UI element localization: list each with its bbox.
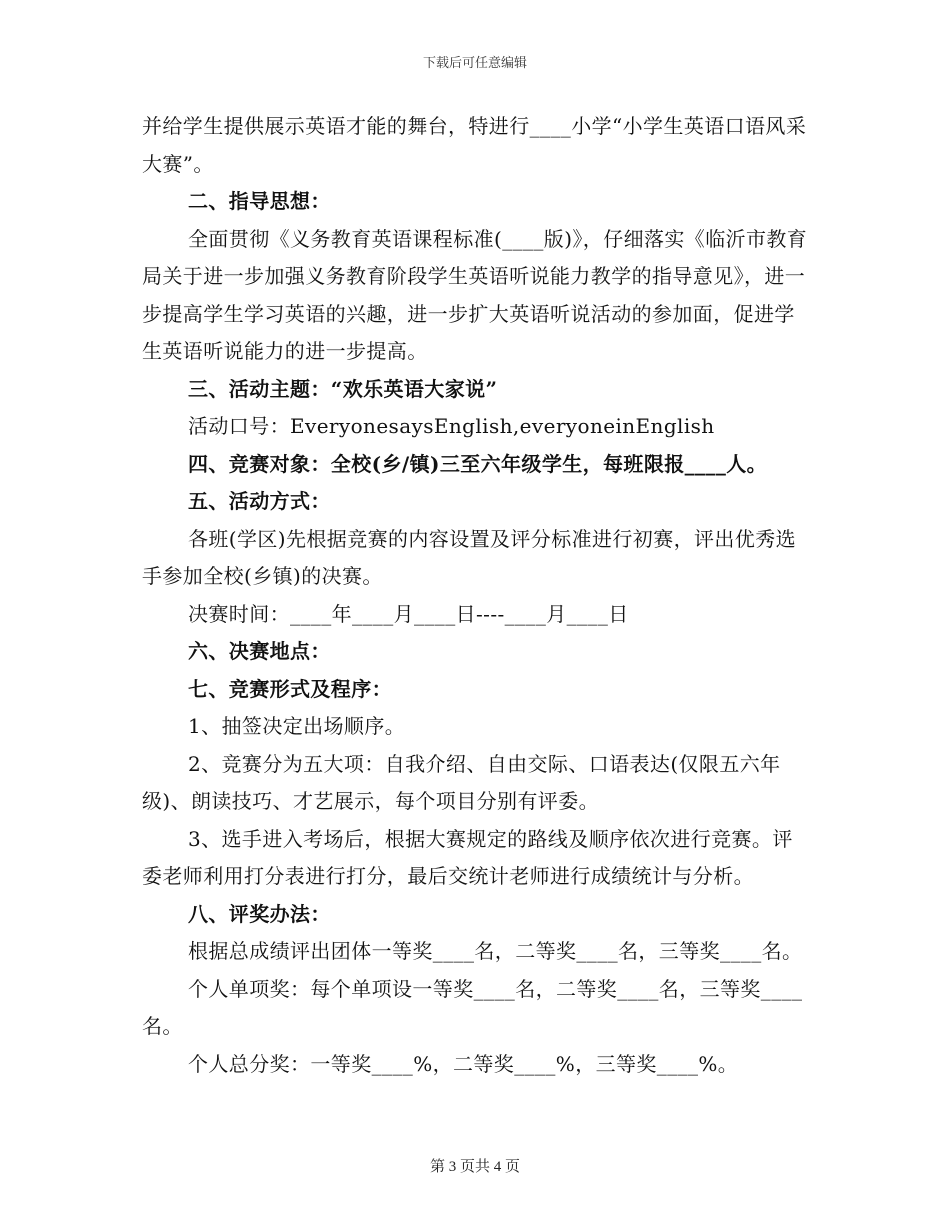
paragraph-method: 各班(学区)先根据竞赛的内容设置及评分标准进行初赛，评出优秀选手参加全校(乡镇)的决赛。 [142, 526, 797, 588]
list-item-step-2: 2、竞赛分为五大项：自我介绍、自由交际、口语表达(仅限五六年级)、朗读技巧、才艺展示，每个项目分别有评委。 [142, 751, 781, 813]
page-header: 下载后可任意编辑 [422, 56, 527, 71]
section-heading-format: 七、竞赛形式及程序： [188, 676, 392, 701]
paragraph-slogan: 活动口号：EveryonesaysEnglish,everyoneinEnglish [188, 414, 715, 438]
paragraph-individual-item-awards: 个人单项奖：每个单项设一等奖____名，二等奖____名，三等奖____名。 [142, 976, 803, 1038]
paragraph-intro-continuation: 并给学生提供展示英语才能的舞台，特进行____小学“小学生英语口语风采大赛”。 [142, 114, 807, 176]
section-heading-guiding-ideology: 二、指导思想： [188, 189, 331, 213]
paragraph-final-time: 决赛时间：____年____月____日----____月____日 [188, 601, 629, 626]
document-body [142, 108, 812, 1083]
paragraph-team-awards: 根据总成绩评出团体一等奖____名，二等奖____名，三等奖____名。 [188, 939, 803, 963]
section-heading-theme: 三、活动主题：“欢乐英语大家说” [188, 376, 498, 401]
section-heading-awards: 八、评奖办法： [188, 901, 331, 926]
section-heading-venue: 六、决赛地点： [188, 639, 331, 663]
list-item-step-1: 1、抽签决定出场顺序。 [188, 714, 406, 738]
section-heading-participants: 四、竞赛对象：全校(乡/镇)三至六年级学生，每班限报____人。 [188, 451, 768, 476]
list-item-step-3: 3、选手进入考场后，根据大赛规定的路线及顺序依次进行竞赛。评委老师利用打分表进行打分，最后交统计老师进行成绩统计与分析。 [142, 826, 793, 888]
paragraph-guiding-ideology: 全面贯彻《义务教育英语课程标准(____版)》，仔细落实《临沂市教育局关于进一步加强义务教育阶段学生英语听说能力教学的指导意见》，进一步提高学生学习英语的兴趣，进一步扩大英语听说活动的参加面，促进学生英语听说能力的进一步提高。 [142, 226, 808, 363]
page-footer: 第 3 页共 4 页 [429, 1159, 520, 1175]
paragraph-individual-total-awards: 个人总分奖：一等奖____%，二等奖____%，三等奖____%。 [188, 1051, 739, 1076]
section-heading-method: 五、活动方式： [188, 489, 331, 513]
